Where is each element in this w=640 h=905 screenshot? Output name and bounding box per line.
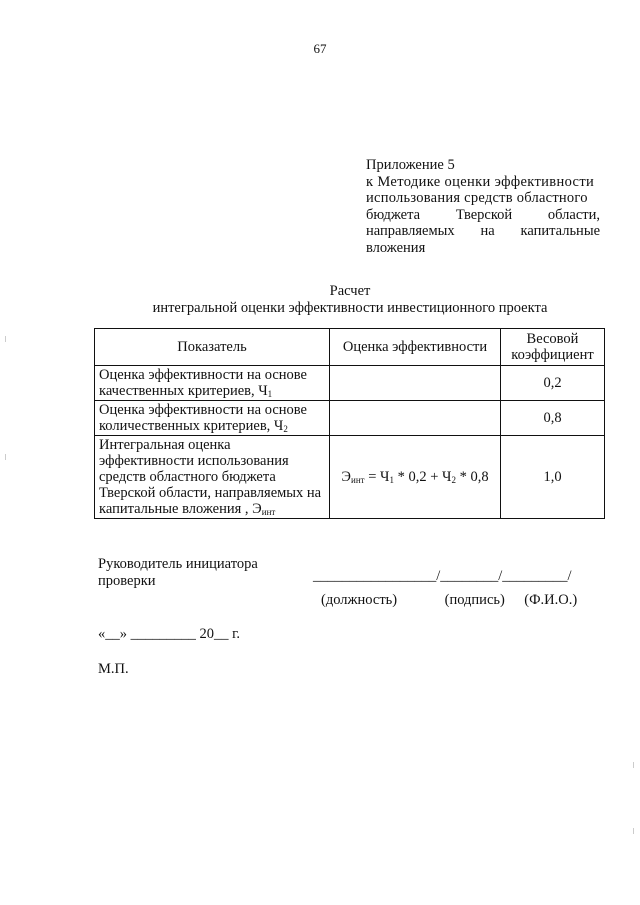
table-row [95,436,605,519]
row-indicator [95,401,330,436]
signature-line-2: проверки [98,573,156,589]
row-weight: 0,8 [501,401,605,436]
caption-name: (Ф.И.О.) [524,592,578,608]
header-indicator: Показатель [95,329,330,366]
stamp-placeholder: М.П. [98,661,129,677]
indicator-subscript: инт [261,507,276,517]
appendix-word: области, [547,206,600,223]
table-row [95,366,605,401]
formula-cell: $Э_{инт} = Ч_1 * 0,2 + Ч_2 * 0,8$ [330,436,501,519]
row-weight: 0,2 [501,366,605,401]
table-row [95,401,605,436]
formula-c1: Ч [380,469,390,485]
indicator-table [94,328,605,519]
page-number: 67 [313,41,327,56]
scan-artifact [5,336,6,342]
formula-c1-sub: 1 [389,475,394,485]
formula-k2: * 0,8 [459,469,489,485]
appendix-line-2: к Методике оценки эффективности [366,173,595,190]
appendix-line-4 [366,207,600,224]
row-weight: 1,0 [501,436,605,519]
appendix-word: направляемых [366,223,455,239]
appendix-word: бюджета [366,206,421,223]
indicator-subscript: 1 [267,389,273,399]
formula-c2: Ч [442,469,452,485]
formula-c2-sub: 2 [451,475,456,485]
signature-block [98,556,258,590]
document-title [0,283,640,317]
header-weight: Весовой коэффициент [501,329,605,366]
header-score: Оценка эффективности [330,329,501,366]
title-line-1: Расчет [329,283,371,299]
scan-artifact [633,762,634,768]
caption-position: (должность) [321,592,398,608]
row-indicator [95,436,330,519]
appendix-line-3: использования средств областного [366,190,588,206]
indicator-text: Оценка эффективности на основе количественных критериев, Ч [99,402,307,434]
row-score [330,366,501,401]
signature-fill-lines: _________________/________/_________/ [313,568,572,584]
appendix-word: на [480,223,495,239]
caption-signature: (подпись) [444,592,505,608]
scan-artifact [633,828,634,834]
indicator-text: Интегральная оценка эффективности использования средств областного бюджета Тверской области, направляемых на капитальные вложения , Э [99,437,322,517]
scan-artifact [5,454,6,460]
signature-captions [321,592,577,609]
appendix-word: Тверской [455,206,513,223]
formula-k1: * 0,2 + [397,469,439,485]
appendix-header [366,157,600,256]
indicator-subscript: 2 [283,424,288,434]
formula-e-sub: инт [351,475,365,485]
date-line: «__» _________ 20__ г. [98,626,241,642]
table-header-row [95,329,605,366]
formula-e: Э [341,469,351,485]
indicator-text: Оценка эффективности на основе качественных критериев, Ч [99,367,307,399]
row-score [330,401,501,436]
appendix-line-1: Приложение 5 [366,157,455,173]
appendix-line-6: вложения [366,239,426,256]
title-line-2: интегральной оценки эффективности инвестиционного проекта [152,300,548,316]
appendix-word: капитальные [520,223,600,239]
row-indicator [95,366,330,401]
signature-line-1: Руководитель инициатора [98,556,258,572]
appendix-line-5 [366,223,600,240]
